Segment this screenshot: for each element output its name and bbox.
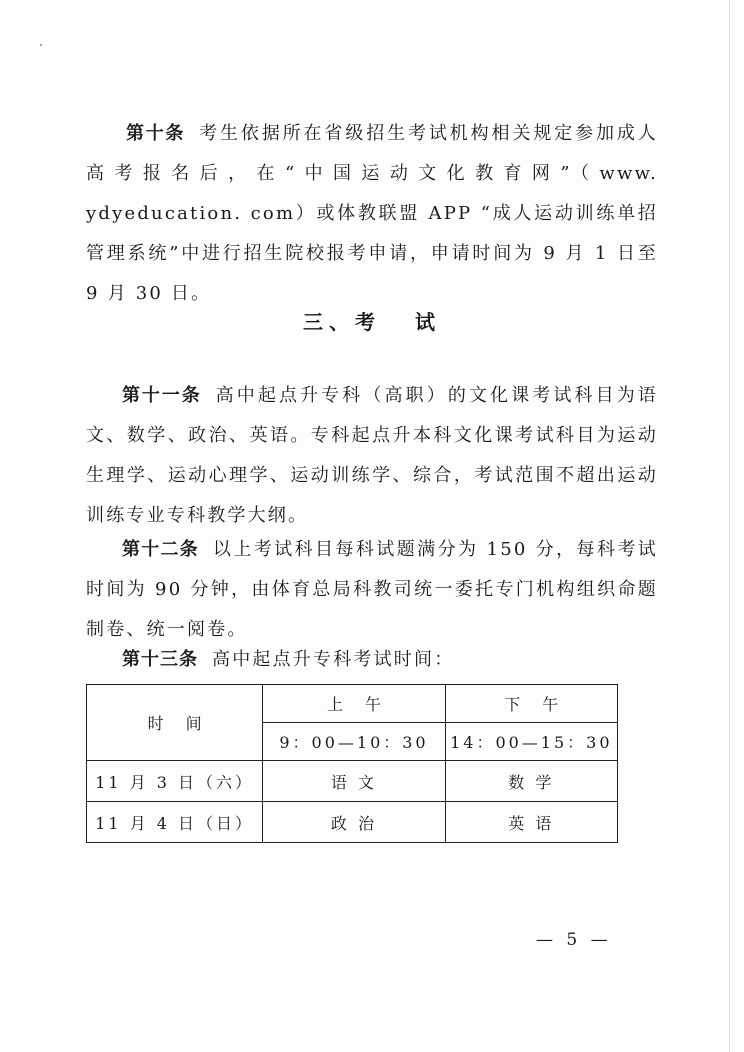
section-title-rest: 试 bbox=[415, 310, 441, 334]
morning-subject-cell: 语 文 bbox=[263, 761, 445, 802]
scan-speck bbox=[40, 44, 42, 46]
exam-schedule-table bbox=[86, 684, 618, 843]
article-11 bbox=[86, 376, 658, 536]
time-header-label: 时间 bbox=[147, 714, 224, 733]
morning-header-cell bbox=[263, 685, 445, 723]
article-13-heading: 第十三条 bbox=[122, 649, 198, 670]
article-12 bbox=[86, 530, 658, 650]
morning-subject-cell: 政 治 bbox=[263, 802, 445, 843]
article-13-body: 高中起点升专科考试时间： bbox=[212, 649, 455, 670]
page-number: — 5 — bbox=[536, 930, 612, 950]
time-header-cell bbox=[87, 685, 263, 761]
table-row bbox=[87, 802, 618, 843]
article-10-body: 考生依据所在省级招生考试机构相关规定参加成人高考报名后，在“中国运动文化教育网”（www. ydyeducation. com）或体教联盟 APP “成人运动训练单招管理系统”中进行招生院校报考申请，申请时间为 9 月 1 日至 9 月 30 日。 bbox=[86, 123, 658, 304]
article-10 bbox=[86, 114, 658, 314]
morning-time-cell: 9：00—10：30 bbox=[263, 723, 445, 761]
date-cell: 11 月 3 日（六） bbox=[87, 761, 263, 802]
article-12-body: 以上考试科目每科试题满分为 150 分，每科考试时间为 90 分钟，由体育总局科教司统一委托专门机构组织命题制卷、统一阅卷。 bbox=[86, 539, 658, 640]
section-title bbox=[0, 306, 744, 335]
afternoon-time-cell: 14：00—15：30 bbox=[445, 723, 617, 761]
article-12-heading: 第十二条 bbox=[122, 539, 199, 560]
table-row bbox=[87, 761, 618, 802]
afternoon-subject-cell: 数 学 bbox=[445, 761, 617, 802]
date-cell: 11 月 4 日（日） bbox=[87, 802, 263, 843]
article-13 bbox=[86, 640, 658, 680]
table-header-row bbox=[87, 685, 618, 723]
afternoon-subject-cell: 英 语 bbox=[445, 802, 617, 843]
scan-edge bbox=[729, 0, 730, 1052]
afternoon-header-label: 下午 bbox=[504, 695, 581, 714]
section-title-number: 三、考 bbox=[303, 310, 381, 334]
article-10-heading: 第十条 bbox=[126, 123, 186, 144]
article-11-heading: 第十一条 bbox=[122, 385, 202, 406]
morning-header-label: 上午 bbox=[326, 695, 403, 714]
article-11-body: 高中起点升专科（高职）的文化课考试科目为语文、数学、政治、英语。专科起点升本科文化课考试科目为运动生理学、运动心理学、运动训练学、综合，考试范围不超出运动训练专业专科教学大纲。 bbox=[86, 385, 659, 526]
afternoon-header-cell bbox=[445, 685, 617, 723]
